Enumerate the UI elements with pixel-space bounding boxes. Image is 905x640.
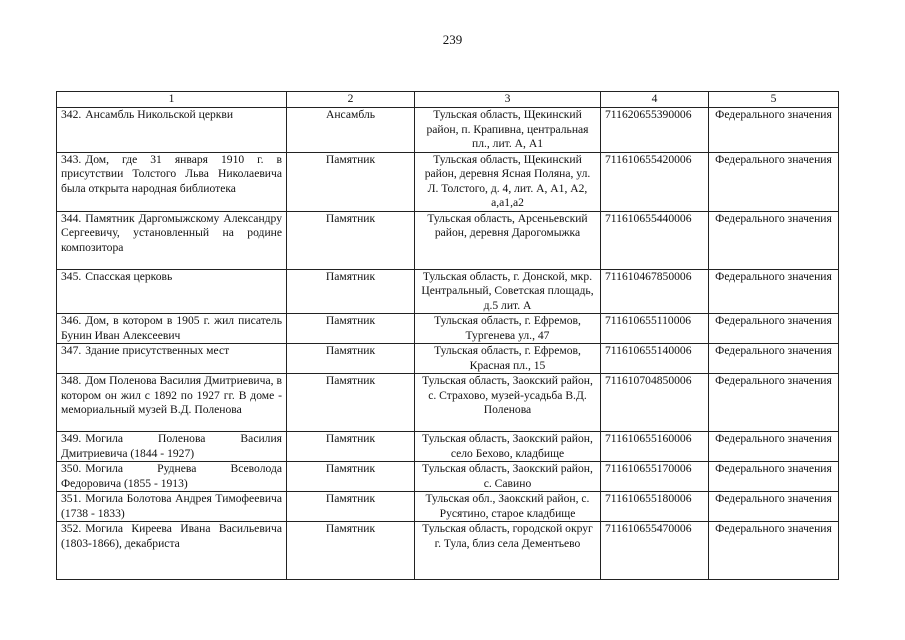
table-header [57, 92, 839, 108]
significance-cell: Федерального значения [709, 152, 839, 211]
object-name-cell [57, 522, 287, 580]
object-name-cell [57, 211, 287, 269]
table-body [57, 108, 839, 580]
significance-cell: Федерального значения [709, 374, 839, 432]
address-cell: Тульская область, г. Ефремов, Тургенева ул., 47 [415, 314, 601, 344]
address-cell: Тульская область, г. Донской, мкр. Центральный, Советская площадь, д.5 лит. А [415, 269, 601, 314]
address-cell: Тульская обл., Заокский район, с. Русятино, старое кладбище [415, 492, 601, 522]
significance-cell: Федерального значения [709, 211, 839, 269]
header-row [57, 92, 839, 108]
object-name: Ансамбль Никольской церкви [85, 108, 234, 121]
object-name: Могила Киреева Ивана Васильевича (1803-1866), декабриста [61, 522, 282, 550]
object-name-cell [57, 462, 287, 492]
column-header-2: 2 [287, 92, 415, 108]
address-cell: Тульская область, Заокский район, с. Страхово, музей-усадьба В.Д. Поленова [415, 374, 601, 432]
object-name-cell [57, 344, 287, 374]
address-cell: Тульская область, городской округ г. Тула, близ села Дементьево [415, 522, 601, 580]
object-name-cell [57, 314, 287, 344]
row-number: 347. [61, 344, 82, 357]
table-row [57, 314, 839, 344]
registry-code-cell: 711610655470006 [601, 522, 709, 580]
object-name-cell [57, 269, 287, 314]
significance-cell: Федерального значения [709, 314, 839, 344]
registry-code-cell: 711610655140006 [601, 344, 709, 374]
object-type-cell: Ансамбль [287, 108, 415, 153]
object-name: Могила Руднева Всеволода Федоровича (1855 - 1913) [61, 462, 282, 490]
significance-cell: Федерального значения [709, 462, 839, 492]
address-cell: Тульская область, Арсеньевский район, деревня Дарогомыжка [415, 211, 601, 269]
registry-code-cell: 711610655420006 [601, 152, 709, 211]
address-cell: Тульская область, г. Ефремов, Красная пл., 15 [415, 344, 601, 374]
row-number: 348. [61, 374, 82, 387]
object-type-cell: Памятник [287, 492, 415, 522]
object-type-cell: Памятник [287, 374, 415, 432]
table-row [57, 344, 839, 374]
page-number: 239 [442, 32, 463, 47]
object-name-cell [57, 108, 287, 153]
table-row [57, 492, 839, 522]
registry-code-cell: 711610655180006 [601, 492, 709, 522]
table-row [57, 432, 839, 462]
table-row [57, 152, 839, 211]
object-type-cell: Памятник [287, 522, 415, 580]
row-number: 349. [61, 432, 82, 445]
row-number: 343. [61, 152, 82, 166]
object-name: Спасская церковь [85, 269, 173, 283]
object-name: Здание присутственных мест [85, 344, 230, 357]
heritage-registry-table [56, 91, 839, 580]
object-name-cell [57, 432, 287, 462]
object-type-cell: Памятник [287, 344, 415, 374]
registry-code-cell: 711610655170006 [601, 462, 709, 492]
row-number: 345. [61, 269, 82, 283]
registry-code-cell: 711610655440006 [601, 211, 709, 269]
row-number: 352. [61, 522, 82, 535]
object-name: Дом Поленова Василия Дмитриевича, в котором он жил с 1892 по 1927 гг. В доме - мемориальный музей В.Д. Поленова [61, 374, 282, 416]
row-number: 342. [61, 108, 82, 121]
registry-code-cell: 711610655160006 [601, 432, 709, 462]
address-cell: Тульская область, Заокский район, с. Савино [415, 462, 601, 492]
object-name: Могила Болотова Андрея Тимофеевича (1738 - 1833) [61, 492, 282, 520]
significance-cell: Федерального значения [709, 522, 839, 580]
table-row [57, 108, 839, 153]
table-row [57, 462, 839, 492]
row-number: 350. [61, 462, 82, 475]
object-name: Дом, в котором в 1905 г. жил писатель Бунин Иван Алексеевич [61, 314, 282, 342]
column-header-5: 5 [709, 92, 839, 108]
row-number: 344. [61, 211, 82, 225]
significance-cell: Федерального значения [709, 108, 839, 153]
significance-cell: Федерального значения [709, 432, 839, 462]
address-cell: Тульская область, Заокский район, село Бехово, кладбище [415, 432, 601, 462]
object-type-cell: Памятник [287, 152, 415, 211]
significance-cell: Федерального значения [709, 344, 839, 374]
table-row [57, 269, 839, 314]
object-name-cell [57, 492, 287, 522]
object-name: Могила Поленова Василия Дмитриевича (1844 - 1927) [61, 432, 282, 460]
registry-code-cell: 711610704850006 [601, 374, 709, 432]
address-cell: Тульская область, Щекинский район, деревня Ясная Поляна, ул. Л. Толстого, д. 4, лит. А, А1, А2, а,а1,а2 [415, 152, 601, 211]
object-name-cell [57, 152, 287, 211]
column-header-1: 1 [57, 92, 287, 108]
table-row [57, 211, 839, 269]
object-type-cell: Памятник [287, 314, 415, 344]
column-header-3: 3 [415, 92, 601, 108]
registry-code-cell: 711610467850006 [601, 269, 709, 314]
registry-code-cell: 711620655390006 [601, 108, 709, 153]
significance-cell: Федерального значения [709, 269, 839, 314]
object-type-cell: Памятник [287, 211, 415, 269]
address-cell: Тульская область, Щекинский район, п. Крапивна, центральная пл., лит. А, А1 [415, 108, 601, 153]
table-row [57, 522, 839, 580]
object-name: Дом, где 31 января 1910 г. в присутствии Толстого Льва Николаевича была открыта народная библиотека [61, 152, 282, 195]
column-header-4: 4 [601, 92, 709, 108]
object-name-cell [57, 374, 287, 432]
significance-cell: Федерального значения [709, 492, 839, 522]
object-type-cell: Памятник [287, 432, 415, 462]
object-name: Памятник Даргомыжскому Александру Сергеевичу, установленный на родине композитора [61, 211, 282, 254]
table-row [57, 374, 839, 432]
registry-code-cell: 711610655110006 [601, 314, 709, 344]
row-number: 346. [61, 314, 82, 327]
object-type-cell: Памятник [287, 269, 415, 314]
row-number: 351. [61, 492, 82, 505]
object-type-cell: Памятник [287, 462, 415, 492]
